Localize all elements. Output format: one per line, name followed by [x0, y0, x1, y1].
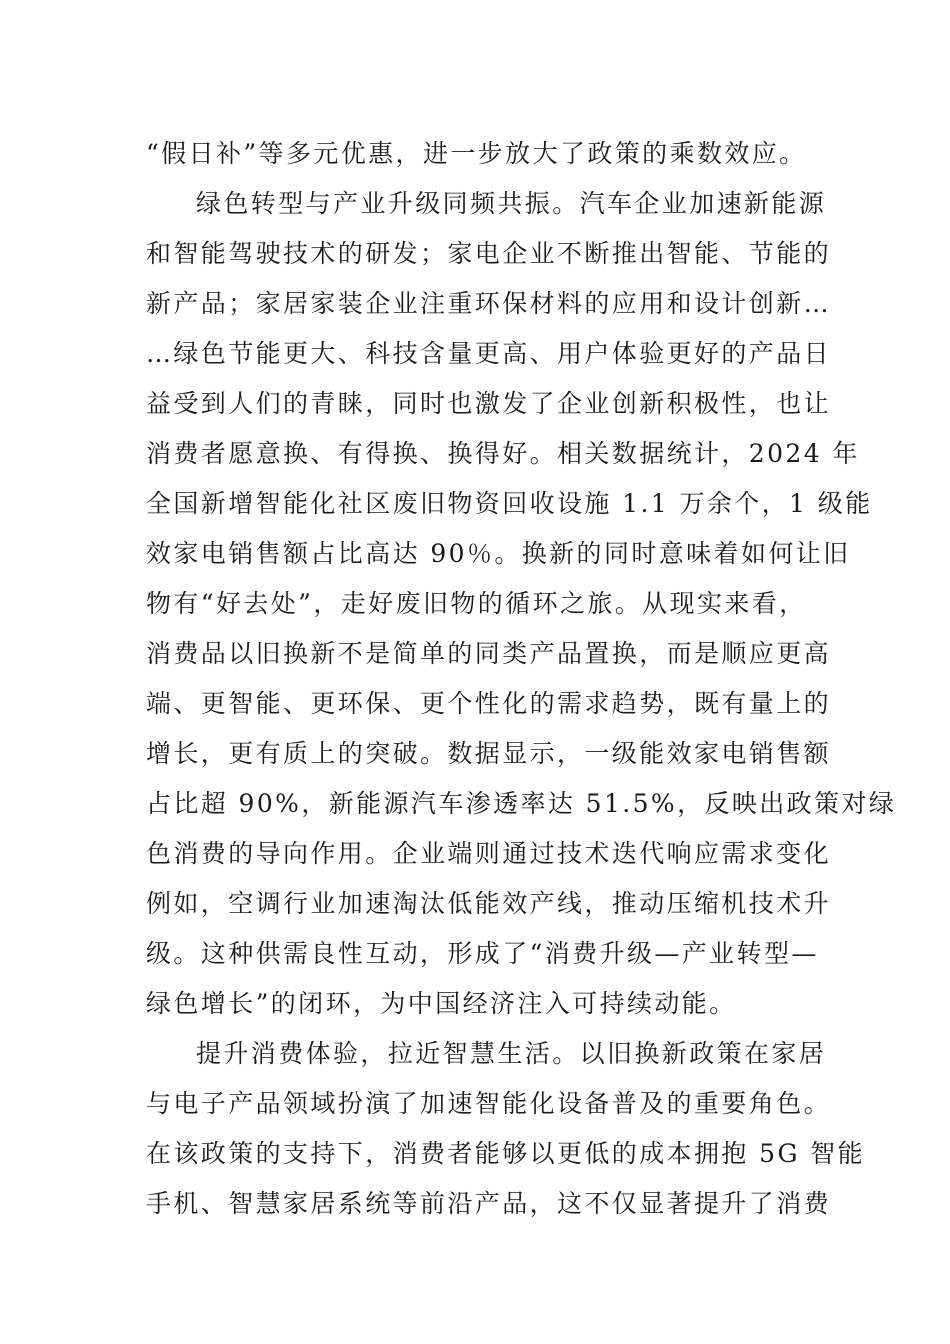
text-line: 消费品以旧换新不是简单的同类产品置换，而是顺应更高	[146, 639, 832, 668]
text-line: 级。这种供需良性互动，形成了“消费升级—产业转型—	[146, 939, 819, 968]
text-line: 手机、智慧家居系统等前沿产品，这不仅显著提升了消费	[146, 1189, 832, 1218]
text-line: 与电子产品领域扮演了加速智能化设备普及的重要角色。	[146, 1089, 832, 1118]
text-line: 益受到人们的青睐，同时也激发了企业创新积极性，也让	[146, 389, 832, 418]
text-line: 例如，空调行业加速淘汰低能效产线，推动压缩机技术升	[146, 889, 832, 918]
text-line: 消费者愿意换、有得换、换得好。相关数据统计，2024 年	[146, 439, 860, 468]
text-line: 和智能驾驶技术的研发；家电企业不断推出智能、节能的	[146, 239, 832, 268]
text-line: …绿色节能更大、科技含量更高、用户体验更好的产品日	[146, 339, 832, 368]
text-line: 占比超 90%，新能源汽车渗透率达 51.5%，反映出政策对绿	[146, 789, 897, 818]
paragraph-start-line: 绿色转型与产业升级同频共振。汽车企业加速新能源	[196, 189, 827, 218]
text-line: 在该政策的支持下，消费者能够以更低的成本拥抱 5G 智能	[146, 1139, 865, 1168]
text-line: 新产品；家居家装企业注重环保材料的应用和设计创新…	[146, 289, 832, 318]
text-line: 效家电销售额占比高达 90％。换新的同时意味着如何让旧	[146, 539, 851, 568]
text-line: 物有“好去处”，走好废旧物的循环之旅。从现实来看，	[146, 589, 807, 618]
paragraph-start-line: 提升消费体验，拉近智慧生活。以旧换新政策在家居	[196, 1039, 827, 1068]
text-line: 增长，更有质上的突破。数据显示，一级能效家电销售额	[146, 739, 832, 768]
body-text	[146, 129, 897, 1229]
text-line: 全国新增智能化社区废旧物资回收设施 1.1 万余个，1 级能	[146, 489, 873, 518]
text-line: 色消费的导向作用。企业端则通过技术迭代响应需求变化	[146, 839, 832, 868]
text-line: “假日补”等多元优惠，进一步放大了政策的乘数效应。	[146, 139, 807, 168]
text-line: 端、更智能、更环保、更个性化的需求趋势，既有量上的	[146, 689, 832, 718]
text-line: 绿色增长”的闭环，为中国经济注入可持续动能。	[146, 989, 737, 1018]
